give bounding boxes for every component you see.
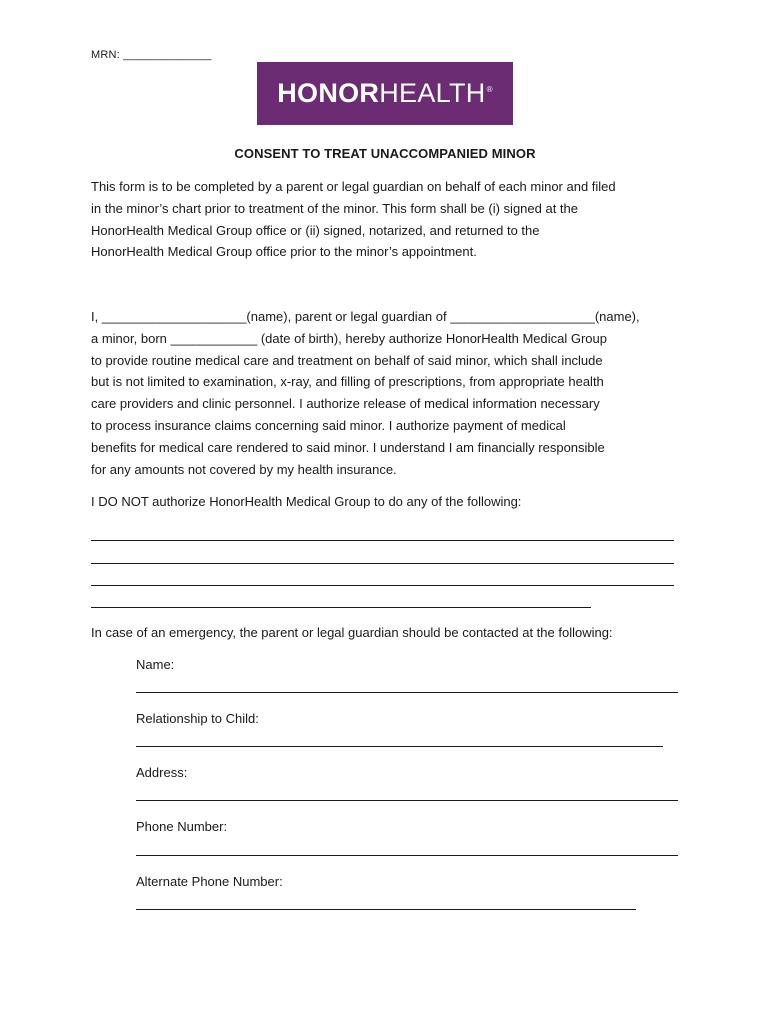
- intro-line: HonorHealth Medical Group office prior to the minor’s appointment.: [91, 244, 477, 260]
- address-label: Address:: [136, 765, 188, 780]
- mrn-field: MRN: ______________: [91, 49, 212, 61]
- name-line[interactable]: [136, 692, 678, 693]
- relationship-label: Relationship to Child:: [136, 711, 259, 726]
- consent-line: care providers and clinic personnel. I authorize release of medical information necessary: [91, 396, 600, 412]
- restriction-line-4[interactable]: [91, 607, 591, 608]
- not-authorize-label: I DO NOT authorize HonorHealth Medical Group to do any of the following:: [91, 494, 522, 509]
- intro-line: HonorHealth Medical Group office or (ii) signed, notarized, and returned to the: [91, 222, 540, 238]
- consent-line: benefits for medical care rendered to said minor. I understand I am financially responsible: [91, 439, 605, 455]
- consent-line: I, ____________________(name), parent or legal guardian of ____________________(name),: [91, 309, 640, 324]
- form-title: CONSENT TO TREAT UNACCOMPANIED MINOR: [234, 146, 536, 161]
- name-label: Name:: [136, 657, 175, 672]
- consent-line: but is not limited to examination, x-ray, and filling of prescriptions, from appropriate health: [91, 374, 604, 390]
- consent-paragraph: [91, 306, 691, 480]
- restriction-line-3[interactable]: [91, 585, 674, 586]
- honorhealth-logo: [257, 62, 513, 125]
- consent-line: for any amounts not covered by my health insurance.: [91, 461, 397, 477]
- restriction-line-2[interactable]: [91, 563, 674, 564]
- logo-text-bold: HONOR: [277, 78, 380, 108]
- emergency-intro: In case of an emergency, the parent or legal guardian should be contacted at the following:: [91, 625, 613, 640]
- intro-line: in the minor’s chart prior to treatment of the minor. This form shall be (i) signed at the: [91, 200, 578, 216]
- address-line[interactable]: [136, 800, 678, 801]
- consent-line: to provide routine medical care and treatment on behalf of said minor, which shall include: [91, 352, 603, 368]
- intro-paragraph: [91, 176, 691, 263]
- registered-mark: ®: [486, 85, 493, 94]
- restriction-line-1[interactable]: [91, 540, 674, 541]
- consent-line: to process insurance claims concerning said minor. I authorize payment of medical: [91, 417, 566, 433]
- phone-label: Phone Number:: [136, 819, 228, 834]
- alt-phone-label: Alternate Phone Number:: [136, 874, 283, 889]
- consent-line: a minor, born ____________ (date of birth), hereby authorize HonorHealth Medical Group: [91, 330, 607, 346]
- phone-line[interactable]: [136, 855, 678, 856]
- intro-line: This form is to be completed by a parent or legal guardian on behalf of each minor and filed: [91, 179, 616, 194]
- logo-text-light: HEALTH: [379, 78, 486, 108]
- relationship-line[interactable]: [136, 746, 663, 747]
- alt-phone-line[interactable]: [136, 909, 636, 910]
